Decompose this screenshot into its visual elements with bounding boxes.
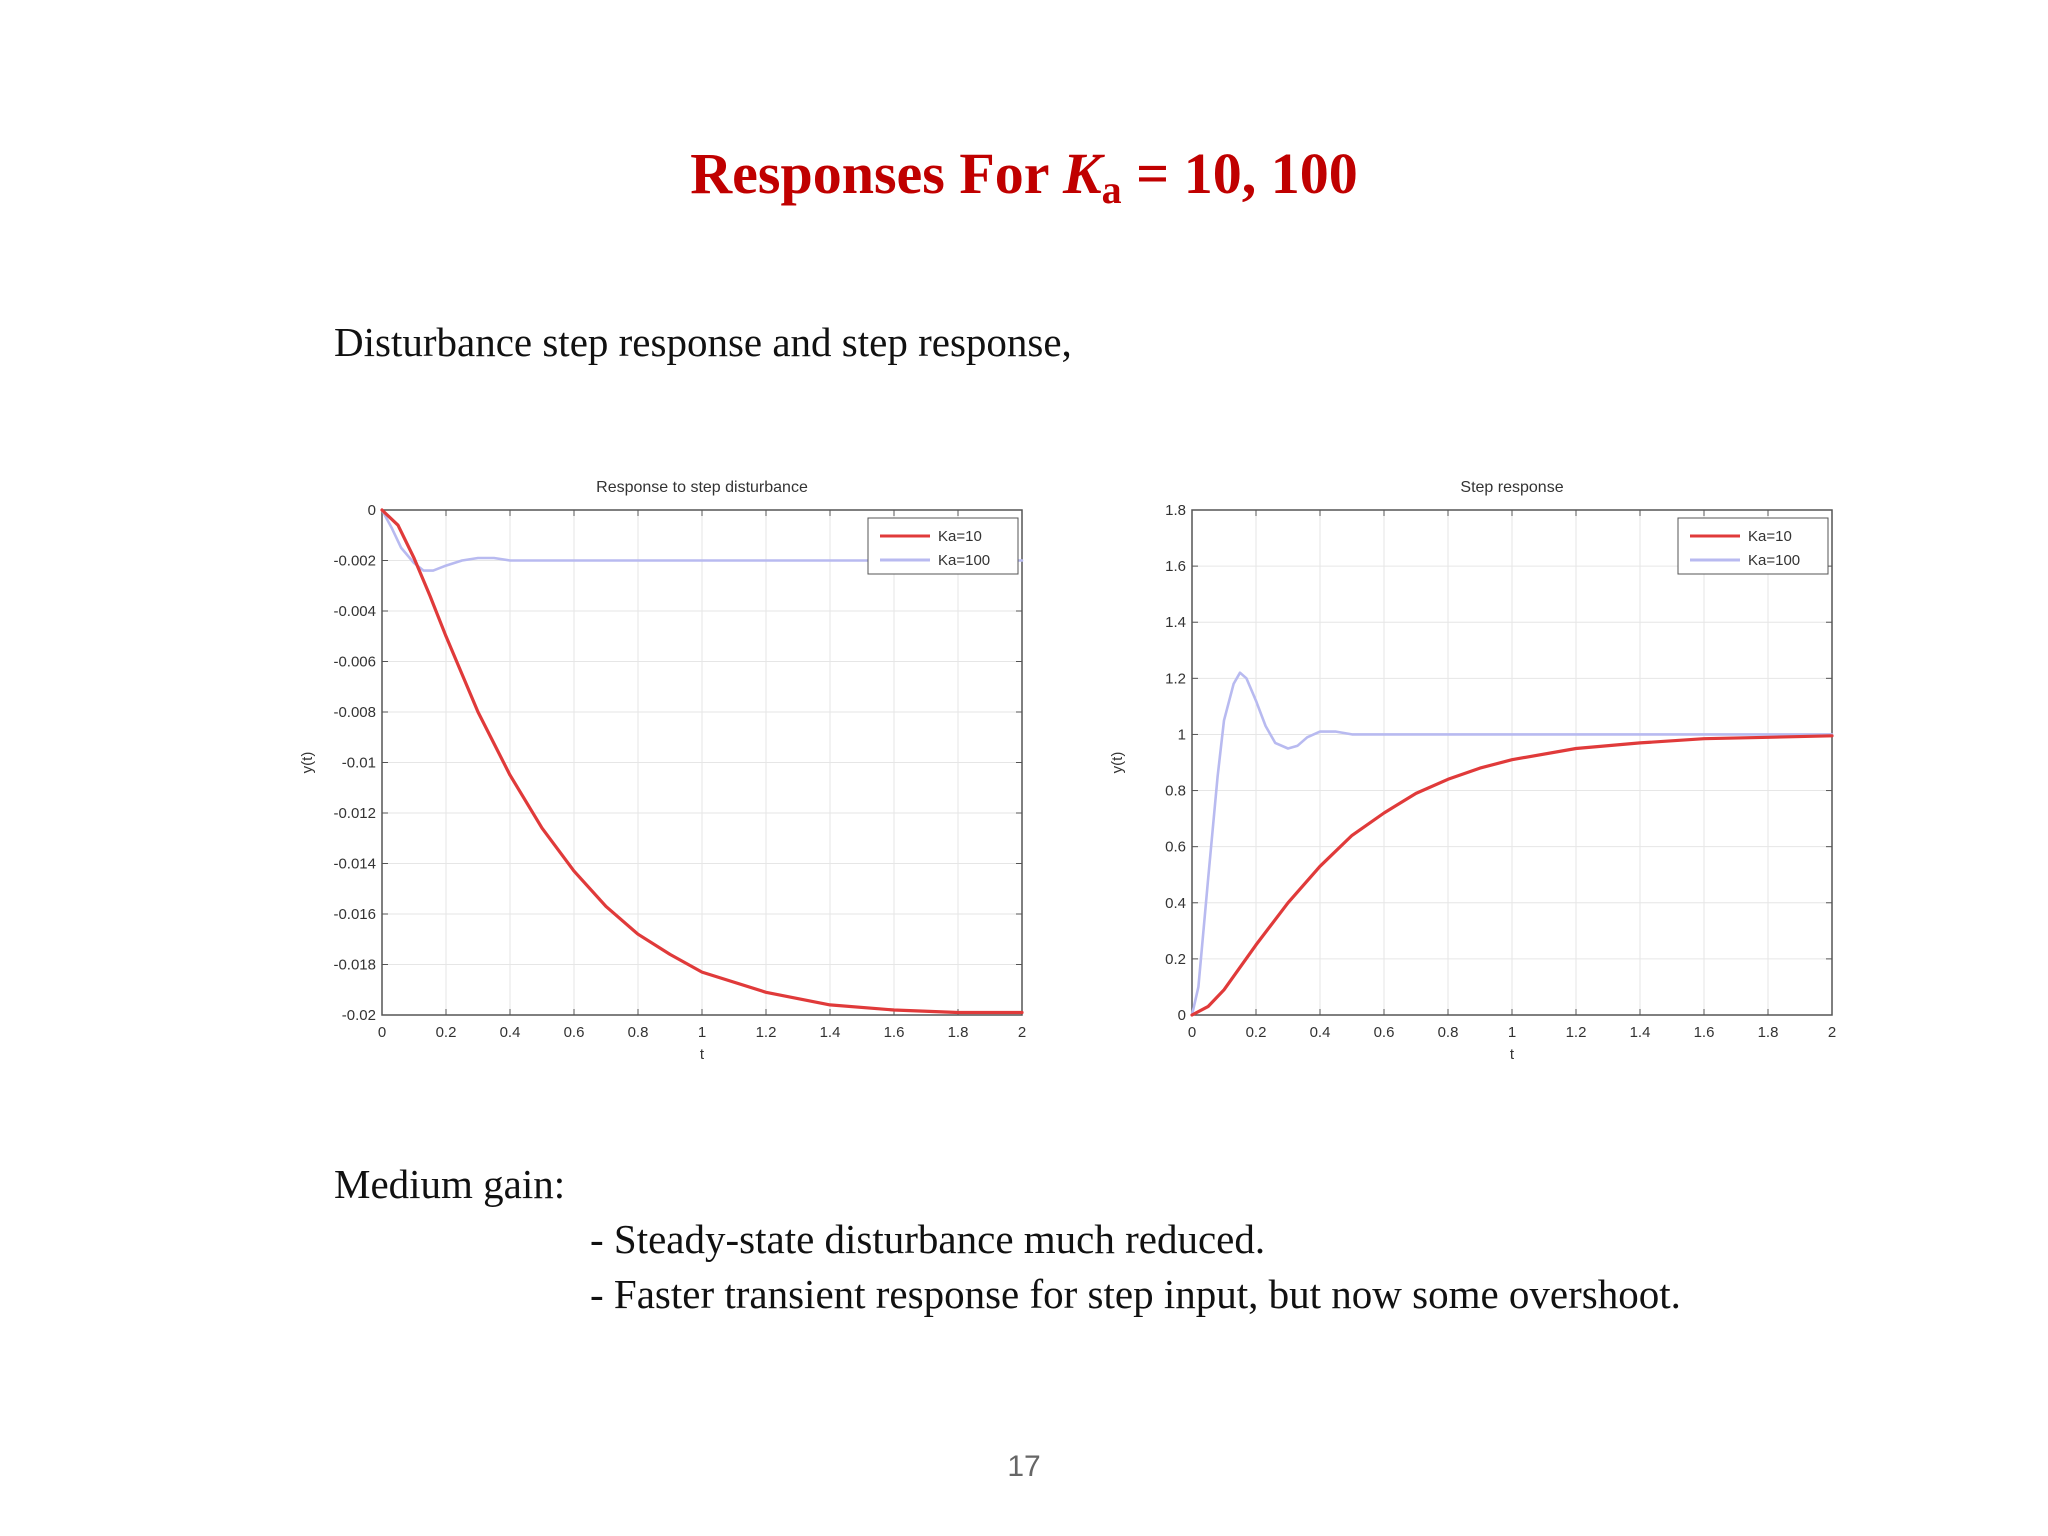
y-tick-label: -0.004 (333, 603, 376, 620)
x-tick-label: 0.6 (1373, 1024, 1395, 1041)
x-tick-label: 1.4 (819, 1024, 841, 1041)
y-tick-label: 0.4 (1165, 894, 1186, 912)
y-tick-label: 0 (367, 502, 376, 519)
x-tick-label: 1.6 (1693, 1024, 1715, 1041)
legend-label: Ka=10 (1748, 528, 1792, 545)
y-tick-label: 1.2 (1165, 670, 1186, 688)
disturbance-response-chart (290, 470, 1030, 1070)
y-tick-label: 1.4 (1165, 614, 1186, 632)
intro-text: Disturbance step response and step response, (334, 319, 1072, 365)
x-tick-label: 2 (1827, 1024, 1837, 1041)
y-tick-label: -0.008 (333, 704, 376, 721)
title-subscript: a (1101, 167, 1122, 212)
y-tick-label: 0.2 (1165, 950, 1186, 968)
x-tick-label: 0.2 (1245, 1024, 1267, 1041)
note-transient: - Faster transient response for step input, but now some overshoot. (590, 1271, 1681, 1317)
title-suffix: = 10, 100 (1121, 141, 1358, 206)
y-axis-label: y(t) (1109, 751, 1126, 774)
chart-title: Step response (1460, 479, 1564, 496)
x-tick-label: 2 (1017, 1024, 1027, 1041)
y-tick-label: 1.6 (1165, 558, 1186, 576)
page-number: 17 (1007, 1450, 1041, 1483)
legend-label: Ka=100 (938, 552, 991, 569)
y-tick-label: -0.018 (333, 956, 376, 974)
y-tick-label: 0.6 (1165, 838, 1186, 856)
legend-label: Ka=10 (938, 528, 982, 545)
notes-heading: Medium gain: (334, 1161, 566, 1207)
step-response-chart (1100, 470, 1840, 1070)
x-tick-label: 0.8 (1437, 1024, 1459, 1041)
note-disturbance: - Steady-state disturbance much reduced. (590, 1216, 1266, 1262)
y-tick-label: 1 (1177, 726, 1186, 744)
y-axis-label: y(t) (299, 751, 316, 774)
y-tick-label: 0.8 (1165, 782, 1186, 800)
title-prefix: Responses For (690, 141, 1063, 206)
x-tick-label: 0.4 (1309, 1024, 1331, 1041)
y-tick-label: -0.006 (333, 653, 376, 671)
x-tick-label: 0.4 (499, 1024, 521, 1041)
y-tick-label: 1.8 (1165, 502, 1186, 519)
x-tick-label: 0 (377, 1024, 387, 1041)
x-tick-label: 1.2 (755, 1024, 777, 1041)
x-tick-label: 1.6 (883, 1024, 905, 1041)
x-tick-label: 1.4 (1629, 1024, 1651, 1041)
slide-title (0, 140, 2048, 213)
title-symbol: K (1062, 141, 1102, 206)
x-axis-label: t (699, 1046, 705, 1063)
y-tick-label: -0.002 (333, 552, 376, 570)
y-tick-label: -0.012 (333, 805, 376, 822)
x-tick-label: 0.6 (563, 1024, 585, 1041)
y-tick-label: -0.02 (341, 1007, 376, 1024)
y-tick-label: -0.014 (333, 855, 376, 873)
x-tick-label: 0.2 (435, 1024, 457, 1041)
x-tick-label: 1.2 (1565, 1024, 1587, 1041)
x-tick-label: 0 (1187, 1024, 1197, 1041)
x-axis-label: t (1509, 1046, 1515, 1063)
x-tick-label: 0.8 (627, 1024, 649, 1041)
y-tick-label: 0 (1177, 1007, 1186, 1024)
y-tick-label: -0.016 (333, 906, 376, 923)
x-tick-label: 1 (1507, 1024, 1517, 1041)
y-tick-label: -0.01 (341, 754, 376, 772)
legend-label: Ka=100 (1748, 552, 1801, 569)
chart-title: Response to step disturbance (596, 479, 808, 496)
x-tick-label: 1 (697, 1024, 707, 1041)
x-tick-label: 1.8 (947, 1024, 969, 1041)
x-tick-label: 1.8 (1757, 1024, 1779, 1041)
